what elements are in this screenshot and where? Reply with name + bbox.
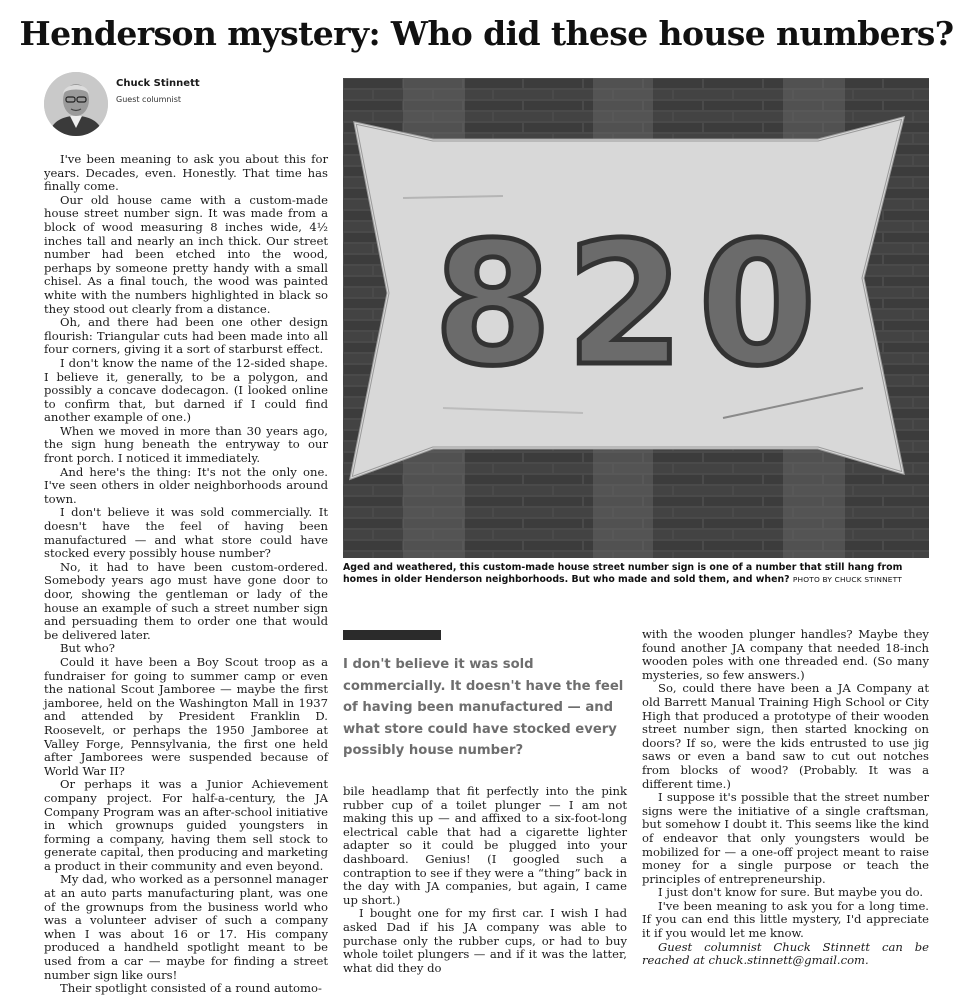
paragraph: bile headlamp that fit perfectly into the pink rubber cup of a toilet plunger — I am not making this up — and affixed to a six-foot-long electrical cable that had a cigarette lighter adapter so it could be plugged into your dashboard. Genius! (I googled such a contraption to see if they were a “thing” back in the day with JA companies, but again, I came up short.) bbox=[343, 784, 628, 907]
paragraph: Our old house came with a custom-made house street number sign. It was made from a block of wood measuring 8 inches wide, 4½ inches tall and nearly an inch thick. Our street number had been etched into the wood, perhaps by someone pretty handy with a small chisel. As a final touch, the wood was painted white with the numbers highlighted in black so they stood out clearly from a distance. bbox=[44, 192, 328, 316]
paragraph: I bought one for my first car. I wish I had asked Dad if his JA company was able to purchase only the rubber cups, or had to buy whole toilet plungers — and if it was the latter, what did they do bbox=[343, 906, 627, 975]
paragraph: Or perhaps it was a Junior Achievement company project. For half-a-century, the JA Company Program was an after-school initiative in which grownups guided youngsters in forming a company, having them sell stock to generate capital, then producing and marketing a product in their community and even beyond. bbox=[44, 777, 328, 873]
headline: Henderson mystery: Who did these house numbers? bbox=[19, 14, 954, 53]
house-number-photo bbox=[343, 78, 929, 558]
pull-quote: I don't believe it was sold commercially. It doesn't have the feel of having been manufactured — and what store could have stocked every possibly house number? bbox=[343, 657, 624, 758]
paragraph: Could it have been a Boy Scout troop as a fundraiser for going to summer camp or even the national Scout Jamboree — maybe the first jamboree, held on the Washington Mall in 1937 and attended by President Franklin D. Roosevelt, or perhaps the 1950 Jamboree at Valley Forge, Pennsylvania, the first one held after Jamborees were suspended because of World War II? bbox=[44, 654, 328, 778]
paragraph: I don't believe it was sold commercially. It doesn't have the feel of having been manufactured — and what store could have stocked every possibly house number? bbox=[44, 505, 328, 561]
paragraph: I just don't know for sure. But maybe you do. bbox=[658, 885, 924, 900]
paragraph: But who? bbox=[60, 641, 115, 656]
author-avatar bbox=[44, 72, 108, 136]
house-number-text: 820 bbox=[433, 206, 831, 404]
sign-illustration bbox=[343, 78, 929, 558]
paragraph: I suppose it's possible that the street number signs were the initiative of a single craftsman, but somehow I doubt it. This seems like the kind of endeavor that only youngsters would be mobilized for — a one-off project meant to raise money for a single purpose or teach the principles of entrepreneurship. bbox=[642, 790, 929, 886]
photo-caption bbox=[343, 562, 929, 587]
article-column-2 bbox=[343, 785, 627, 975]
paragraph: So, could there have been a JA Company at old Barrett Manual Training High School or City High that produced a prototype of their wooden street number sign, then started knocking on doors? If so, were the kids entrusted to use jig saws or even a band saw to cut out notches from blocks of wood? (Probably. It was a different time.) bbox=[642, 681, 929, 791]
article-column-1 bbox=[44, 153, 328, 996]
paragraph: I've been meaning to ask you about this for years. Decades, even. Honestly. That time has finally come. bbox=[44, 152, 328, 194]
paragraph: I've been meaning to ask you for a long time. If you can end this little mystery, I'd appreciate it if you would let me know. bbox=[642, 898, 929, 941]
caption-text: Aged and weathered, this custom-made house street number sign is one of a number that still hang from homes in older Henderson neighborhoods. But who made and sold them, and when? bbox=[343, 562, 903, 586]
photo-credit: PHOTO BY CHUCK STINNETT bbox=[792, 575, 902, 585]
paragraph: No, it had to have been custom-ordered. Somebody years ago must have gone door to door, showing the gentleman or lady of the house an example of such a street number sign and persuading them to order one that would be delivered later. bbox=[44, 559, 328, 642]
paragraph: When we moved in more than 30 years ago, the sign hung beneath the entryway to our front porch. I noticed it immediately. bbox=[44, 423, 328, 466]
author-role: Guest columnist bbox=[116, 95, 182, 104]
pull-quote-rule bbox=[343, 630, 441, 640]
paragraph: Oh, and there had been one other design flourish: Triangular cuts had been made into all four corners, giving it a sort of starburst effect. bbox=[44, 315, 328, 357]
paragraph: My dad, who worked as a personnel manager at an auto parts manufacturing plant, was one of the grownups from the business world who was a volunteer adviser of such a company when I was about 16 or 17. His company produced a handheld spotlight meant to be used from a car — maybe for finding a street number sign like ours! bbox=[44, 872, 328, 982]
paragraph: I don't know the name of the 12-sided shape. I believe it, generally, to be a polygon, and possibly a concave dodecagon. (I looked online to confirm that, but darned if I could find another example of one.) bbox=[44, 355, 328, 425]
paragraph: with the wooden plunger handles? Maybe they found another JA company that needed 18-inch wooden poles with one threaded end. (So many mysteries, so few answers.) bbox=[642, 627, 929, 682]
paragraph: And here's the thing: It's not the only one. I've seen others in older neighborhoods around town. bbox=[44, 464, 328, 506]
article-column-3 bbox=[642, 628, 929, 968]
paragraph: Their spotlight consisted of a round automo- bbox=[60, 981, 322, 996]
author-portrait bbox=[44, 72, 108, 136]
author-contact: Guest columnist Chuck Stinnett can be reached at chuck.stinnett@gmail.com. bbox=[642, 939, 929, 968]
author-name: Chuck Stinnett bbox=[116, 78, 200, 89]
